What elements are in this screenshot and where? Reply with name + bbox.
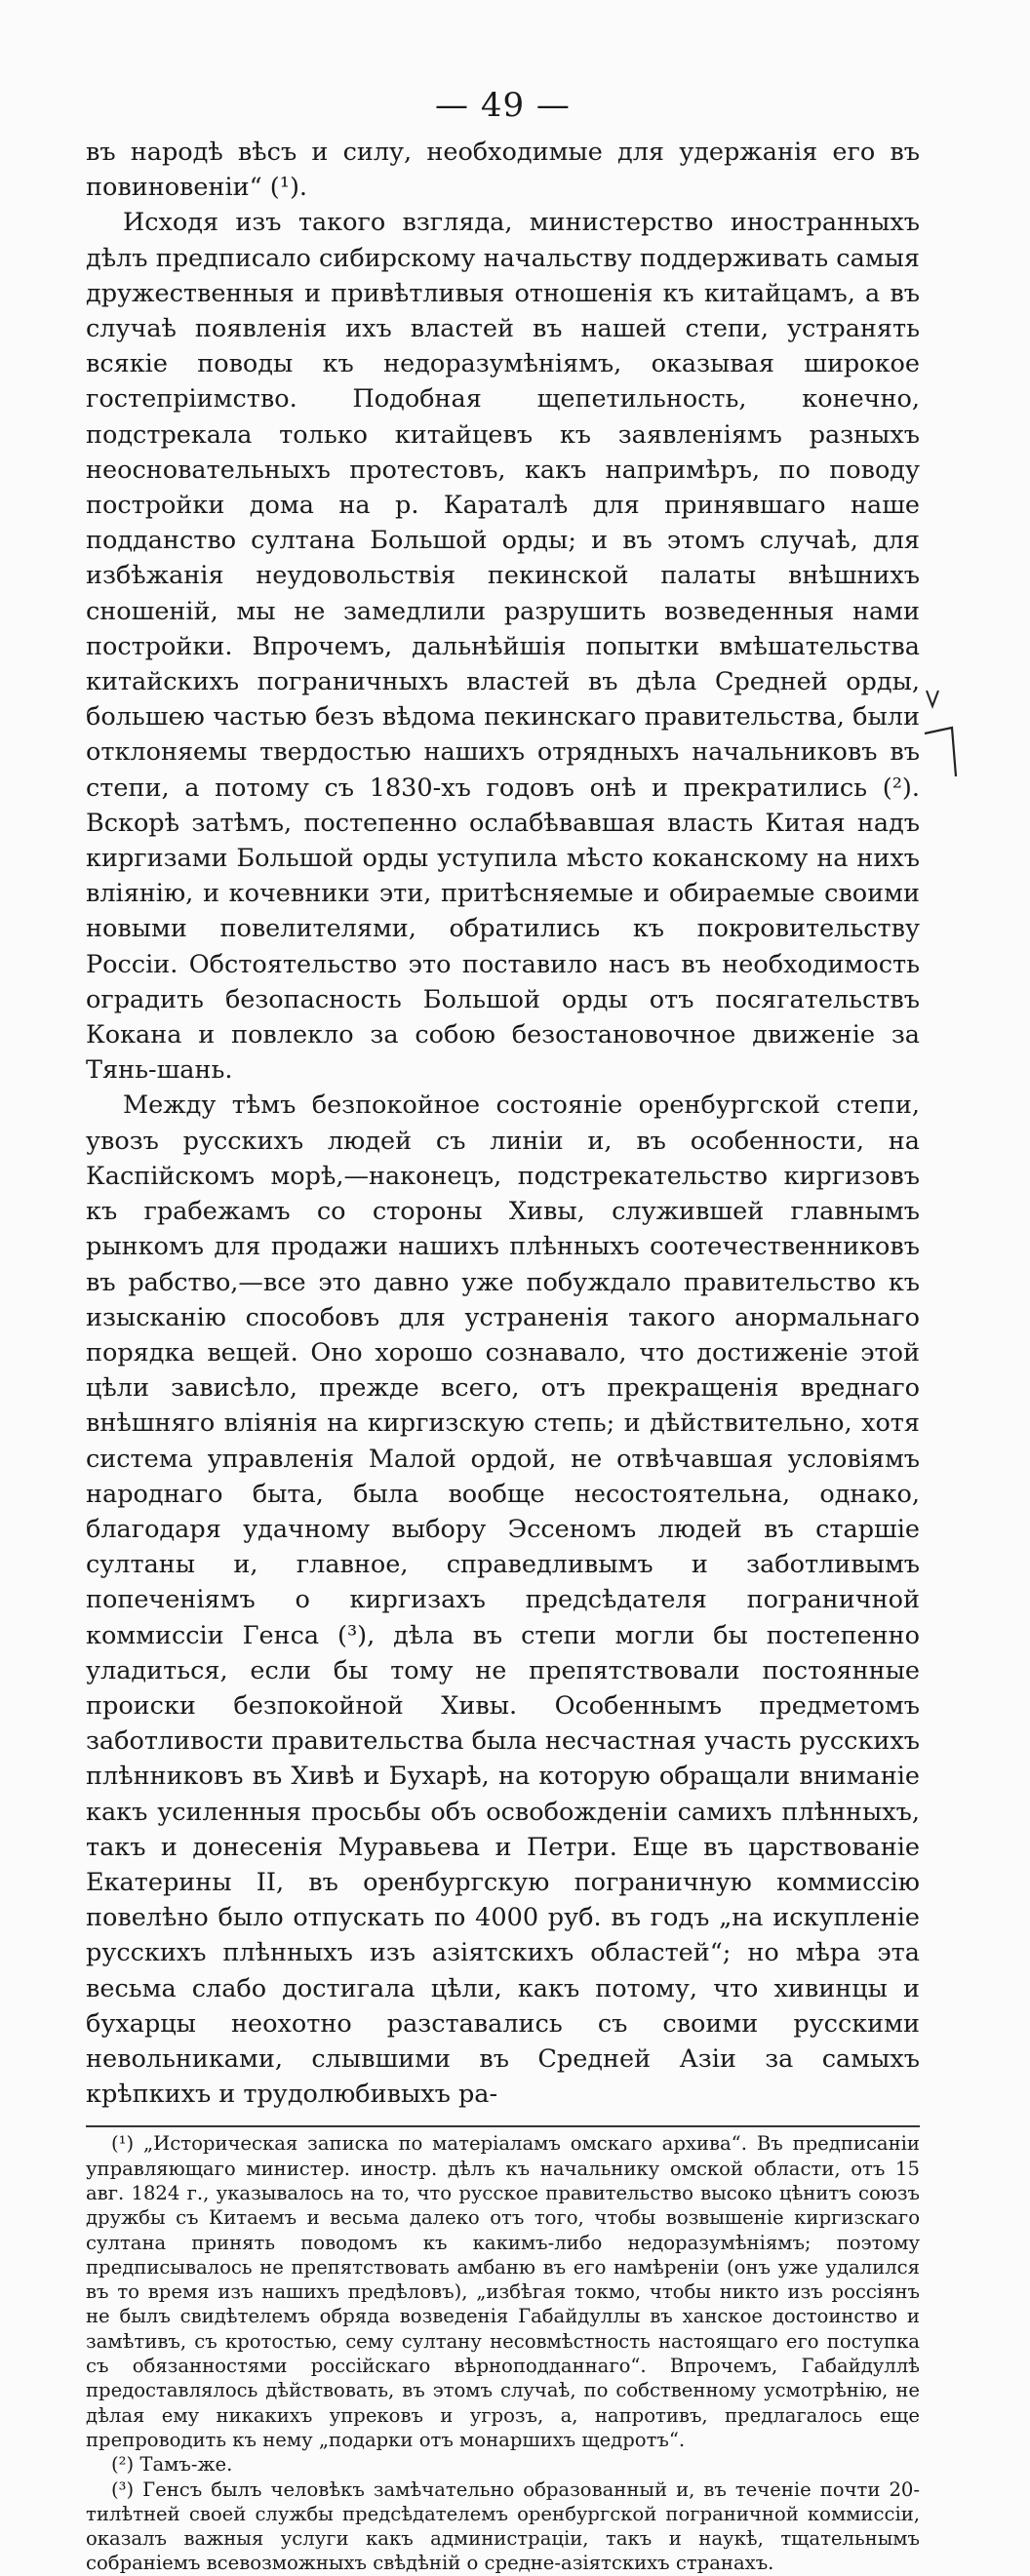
footnote: (³) Генсъ былъ человѣкъ замѣчательно образованный и, въ теченіе почти 20-тилѣтней своей службы предсѣдателемъ оренбургской пограничной коммиссіи, оказалъ важныя услуги какъ администраціи, такъ и наукѣ, тщательнымъ собраніемъ всевозможныхъ свѣдѣній о средне-азіятскихъ странахъ. bbox=[86, 2477, 920, 2575]
pencil-bracket-icon bbox=[923, 683, 962, 800]
paragraph: въ народѣ вѣсъ и силу, необходимые для удержанія его въ повиновеніи“ (¹). bbox=[86, 138, 920, 203]
page-number: — 49 — bbox=[435, 86, 571, 125]
footnote: (²) Тамъ-же. bbox=[111, 2453, 233, 2477]
book-page bbox=[86, 86, 920, 2576]
footnote: (¹) „Историческая записка по матеріаламъ омскаго архива“. Въ предписаніи управляющаго министер. иностр. дѣлъ къ начальнику омской области, отъ 15 авг. 1824 г., указывалось на то, что русское правительство высоко цѣнитъ союзъ дружбы съ Китаемъ и весьма далеко отъ того, чтобы возвышеніе киргизскаго султана принять поводомъ къ какимъ-либо недоразумѣніямъ; поэтому предписывалось не препятствовать амбаню въ его намѣреніи (онъ уже удалился въ то время изъ нашихъ предѣловъ), „избѣгая токмо, чтобы никто изъ россіянъ не былъ свидѣтелемъ обряда возведенія Габайдуллы въ ханское достоинство и замѣтивъ, съ кротостью, сему султану несовмѣстность настоящаго его поступка съ обязанностями россійскаго вѣрноподданнаго“. Впрочемъ, Габайдуллѣ предоставлялось дѣйствовать, въ этомъ случаѣ, по собственному усмотрѣнію, не дѣлая ему никакихъ упрековъ и угрозъ, а, напротивъ, предлагалось еще препроводить къ нему „подарки отъ монаршихъ щедротъ“. bbox=[86, 2132, 920, 2451]
paragraph: Исходя изъ такого взгляда, министерство иностранныхъ дѣлъ предписало сибирскому начальству поддерживать самыя дружественныя и привѣтливыя отношенія къ китайцамъ, а въ случаѣ появленія ихъ властей въ нашей степи, устранять всякіе поводы къ недоразумѣніямъ, оказывая широкое гостепріимство. Подобная щепетильность, конечно, подстрекала только китайцевъ къ заявленіямъ разныхъ неосновательныхъ протестовъ, какъ напримѣръ, по поводу постройки дома на р. Караталѣ для принявшаго наше подданство султана Большой орды; и въ этомъ случаѣ, для избѣжанія неудовольствія пекинской палаты внѣшнихъ сношеній, мы не замедлили разрушить возведенныя нами постройки. Впрочемъ, дальнѣйшія попытки вмѣшательства китайскихъ пограничныхъ властей въ дѣла Средней орды, большею частью безъ вѣдома пекинскаго правительства, были отклоняемы твердостью нашихъ отрядныхъ начальниковъ въ степи, а потому съ 1830-хъ годовъ онѣ и прекратились (²). Вскорѣ затѣмъ, постепенно ослабѣвавшая власть Китая надъ киргизами Большой орды уступила мѣсто коканскому на нихъ вліянію, и кочевники эти, притѣсняемые и обираемые своими новыми повелителями, обратились къ покровительству Россіи. Обстоятельство это поставило насъ въ необходимость оградить безопасность Большой орды отъ посягательствъ Кокана и повлекло за собою безостановочное движеніе за Тянь-шань. bbox=[86, 208, 920, 1086]
body-text bbox=[86, 135, 920, 2112]
paragraph: Между тѣмъ безпокойное состояніе оренбургской степи, увозъ русскихъ людей съ линіи и, въ особенности, на Каспійскомъ морѣ,—наконецъ, подстрекательство киргизовъ къ грабежамъ со стороны Хивы, служившей главнымъ рынкомъ для продажи нашихъ плѣнныхъ соотечественниковъ въ рабство,—все это давно уже побуждало правительство къ изысканію способовъ для устраненія такого анормальнаго порядка вещей. Оно хорошо сознавало, что достиженіе этой цѣли зависѣло, прежде всего, отъ прекращенія вреднаго внѣшняго вліянія на киргизскую степь; и дѣйствительно, хотя система управленія Малой ордой, не отвѣчавшая условіямъ народнаго быта, была вообще несостоятельна, однако, благодаря удачному выбору Эссеномъ людей въ старшіе султаны и, главное, справедливымъ и заботливымъ попеченіямъ о киргизахъ предсѣдателя пограничной коммиссіи Генса (³), дѣла въ степи могли бы постепенно уладиться, если бы тому не препятствовали постоянные происки безпокойной Хивы. Особеннымъ предметомъ заботливости правительства была несчастная участь русскихъ плѣнниковъ въ Хивѣ и Бухарѣ, на которую обращали вниманіе какъ усиленныя просьбы объ освобожденіи самихъ плѣнныхъ, такъ и донесенія Муравьева и Петри. Еще въ царствованіе Екатерины II, въ оренбургскую пограничную коммиссію повелѣно было отпускать по 4000 руб. въ годъ „на искупленіе русскихъ плѣнныхъ изъ азіятскихъ областей“; но мѣра эта весьма слабо достигала цѣли, какъ потому, что хивинцы и бухарцы неохотно разставались съ своими русскими невольниками, слывшими въ Средней Азіи за самыхъ крѣпкихъ и трудолюбивыхъ ра- bbox=[86, 1090, 920, 2110]
footnotes bbox=[86, 2125, 920, 2575]
margin-bracket-mark bbox=[923, 683, 962, 800]
